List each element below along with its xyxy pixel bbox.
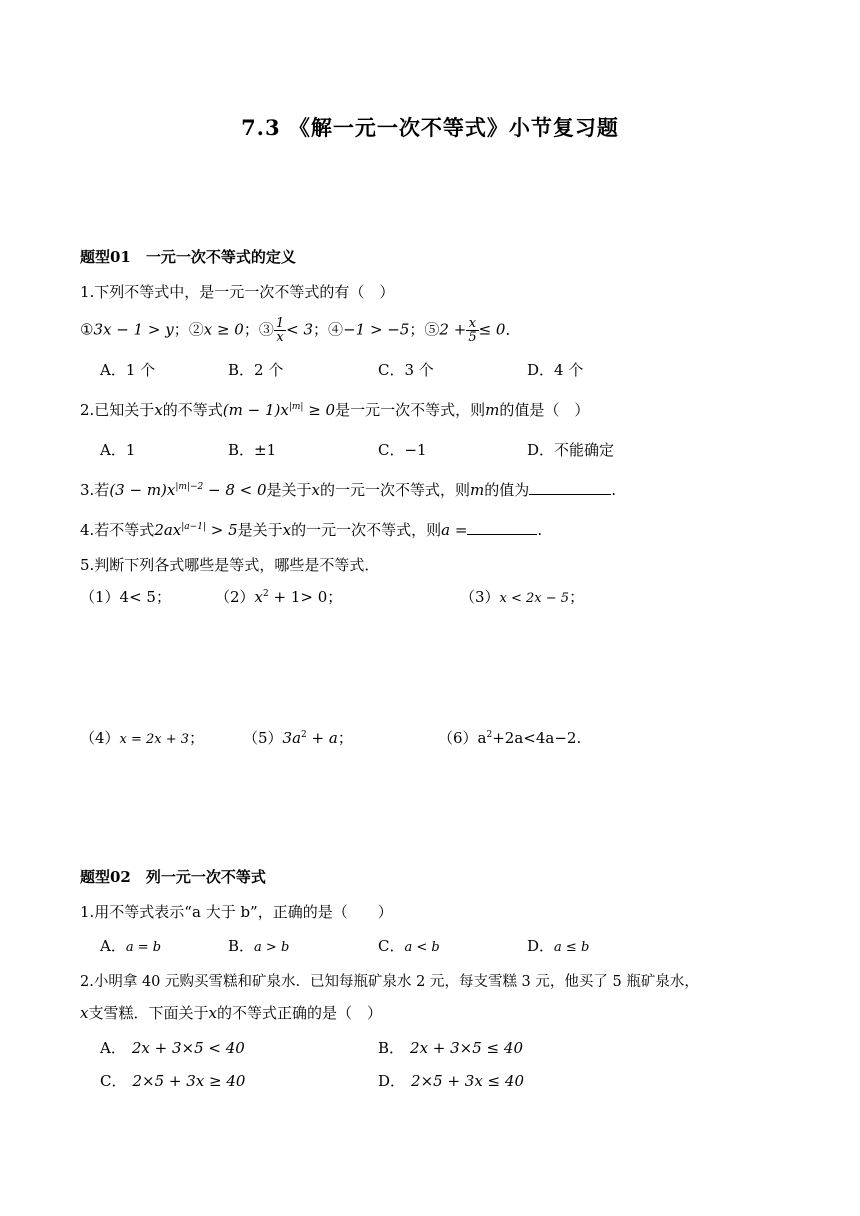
s1-q5-part-2: [215, 586, 342, 607]
exponent: |m|−2: [175, 482, 204, 492]
s1-q1-option-d: D．4 个: [527, 361, 584, 379]
text: 是关于: [237, 521, 283, 539]
s1-q1-option-b: B．2 个: [228, 361, 284, 379]
part-label: （4）: [80, 729, 120, 747]
part-expr: 4< 5；: [119, 588, 171, 606]
text: 的一元一次不等式，则: [320, 481, 471, 499]
variable: m: [485, 401, 500, 419]
part-expr: +2a<4a−2.: [492, 729, 582, 747]
text: 是关于: [266, 481, 312, 499]
exponent: |a−1|: [181, 522, 206, 532]
s1-q5-part-1: [80, 586, 171, 607]
s2-q2-line2: [80, 1002, 382, 1023]
numerator: 1: [275, 316, 285, 331]
item-expr: < 3: [286, 320, 314, 339]
period: .: [611, 481, 617, 499]
item-mark: ①: [80, 320, 94, 339]
expr: − 8 < 0: [203, 481, 267, 499]
separator: ；: [409, 320, 425, 339]
part-expr: ；: [337, 729, 353, 747]
text: 支雪糕．下面关于: [88, 1004, 209, 1022]
item-mark: ③: [258, 320, 274, 339]
answer-blank[interactable]: [467, 519, 537, 535]
option-expr: a ≤ b: [554, 940, 590, 955]
s2-q1-option-d: [527, 935, 589, 956]
exponent: 2: [263, 589, 269, 599]
fraction: [274, 317, 286, 344]
text: 的一元一次不等式，则: [291, 521, 442, 539]
part-expr: x < 2x − 5: [499, 591, 570, 606]
item-expr: 3x − 1 > y: [93, 320, 174, 339]
part-expr: x = 2x + 3: [119, 732, 190, 747]
s1-q3-stem: [80, 479, 616, 500]
fraction: [466, 317, 478, 344]
item-expr: ≤ 0: [478, 320, 506, 339]
exponent: |m|: [288, 402, 304, 412]
option-label: D．: [378, 1072, 406, 1090]
s2-q2-option-c: [100, 1070, 245, 1091]
separator: ；: [243, 320, 259, 339]
part-expr: + 1> 0；: [268, 588, 343, 606]
exponent: 2: [486, 730, 493, 740]
section-heading-1: 题型01 一元一次不等式的定义: [80, 248, 296, 266]
text: =: [450, 521, 468, 539]
s1-q2-stem: [80, 399, 589, 420]
answer-blank[interactable]: [529, 479, 611, 495]
option-label: B．: [378, 1039, 405, 1057]
text: 3.若: [80, 481, 110, 499]
part-expr: 3a: [282, 729, 302, 747]
s2-q2-option-a: [100, 1037, 245, 1058]
s1-q5-part-5: [243, 727, 353, 748]
part-expr: ；: [189, 729, 205, 747]
text: 是一元一次不等式，则: [335, 401, 486, 419]
s2-q2-option-b: [378, 1037, 523, 1058]
s1-q2-option-c: C．−1: [378, 441, 427, 459]
item-expr: x ≥ 0: [203, 320, 244, 339]
text: 的值为: [484, 481, 530, 499]
s1-q2-option-b: B．±1: [228, 441, 277, 459]
part-expr: ；: [569, 588, 585, 606]
part-expr: x: [254, 588, 264, 606]
option-label: A．: [100, 1039, 126, 1057]
s1-q2-option-a: A．1: [100, 441, 136, 459]
expr: > 5: [205, 521, 238, 539]
s1-q2-option-d: D．不能确定: [527, 441, 615, 459]
text: 4.若不等式: [80, 521, 155, 539]
separator: ；: [173, 320, 189, 339]
part-label: （2）: [215, 588, 255, 606]
s1-q4-stem: [80, 519, 542, 540]
variable: a: [441, 521, 451, 539]
s2-q1-option-a: [100, 935, 161, 956]
period: .: [537, 521, 543, 539]
expr: (m − 1)x: [222, 401, 289, 419]
part-label: （1）: [80, 588, 120, 606]
exponent: 2: [301, 730, 307, 740]
s2-q1-stem: 1.用不等式表示“a 大于 b”，正确的是（ ）: [80, 903, 393, 921]
s1-q1-stem: 1.下列不等式中，是一元一次不等式的有（ ）: [80, 283, 395, 301]
item-mark: ②: [188, 320, 204, 339]
s2-q2-option-d: [378, 1070, 524, 1091]
option-label: C．: [378, 937, 405, 955]
option-expr: 2×5 + 3x ≤ 40: [411, 1072, 524, 1090]
s1-q1-option-a: A．1 个: [100, 361, 156, 379]
item-mark: ⑤: [424, 320, 440, 339]
variable: x: [80, 1004, 89, 1022]
page-title: 7.3 《解一元一次不等式》小节复习题: [241, 115, 619, 140]
expr: (3 − m)x: [109, 481, 176, 499]
numerator: x: [466, 317, 478, 331]
item-mark: ④: [328, 320, 344, 339]
expr: ≥ 0: [303, 401, 336, 419]
part-label: （3）: [460, 588, 500, 606]
separator: ；: [313, 320, 329, 339]
option-expr: 2x + 3×5 < 40: [131, 1039, 245, 1057]
option-label: A．: [100, 937, 126, 955]
variable: x: [208, 1004, 217, 1022]
expr: 2ax: [154, 521, 182, 539]
part-expr: + a: [306, 729, 338, 747]
option-expr: 2x + 3×5 ≤ 40: [410, 1039, 523, 1057]
option-expr: a > b: [254, 940, 290, 955]
option-expr: a = b: [125, 940, 162, 955]
option-expr: a < b: [404, 940, 440, 955]
s1-q5-stem: 5.判断下列各式哪些是等式，哪些是不等式．: [80, 556, 380, 574]
text: 的不等式: [162, 401, 223, 419]
part-label: （5）: [243, 729, 283, 747]
part-label: （6）: [438, 729, 478, 747]
option-expr: 2×5 + 3x ≥ 40: [132, 1072, 246, 1090]
s2-q1-option-b: [228, 935, 289, 956]
s2-q1-option-c: [378, 935, 440, 956]
s1-q5-part-4: [80, 727, 204, 748]
option-label: D．: [527, 937, 555, 955]
variable: m: [470, 481, 485, 499]
item-expr: 2 +: [439, 320, 467, 339]
text: 的值是（ ）: [499, 401, 590, 419]
variable: x: [311, 481, 321, 499]
s1-q1-option-c: C．3 个: [378, 361, 434, 379]
variable: x: [154, 401, 163, 419]
period: ．: [505, 320, 521, 339]
section-heading-2: 题型02 列一元一次不等式: [80, 868, 266, 886]
s2-q2-line1: 2.小明拿 40 元购买雪糕和矿泉水．已知每瓶矿泉水 2 元，每支雪糕 3 元，他买了 5 瓶矿泉水，: [80, 974, 699, 990]
denominator: x: [276, 330, 284, 345]
variable: x: [282, 521, 292, 539]
item-expr: −1 > −5: [343, 320, 410, 339]
option-label: B．: [228, 937, 255, 955]
option-label: C．: [100, 1072, 127, 1090]
text: 的不等式正确的是（ ）: [216, 1004, 382, 1022]
denominator: 5: [468, 330, 477, 345]
s1-q1-items: [80, 317, 521, 344]
part-expr: a: [477, 729, 487, 747]
s1-q5-part-3: [460, 586, 584, 607]
text: 2.已知关于: [80, 401, 155, 419]
s1-q5-part-6: [438, 727, 581, 748]
